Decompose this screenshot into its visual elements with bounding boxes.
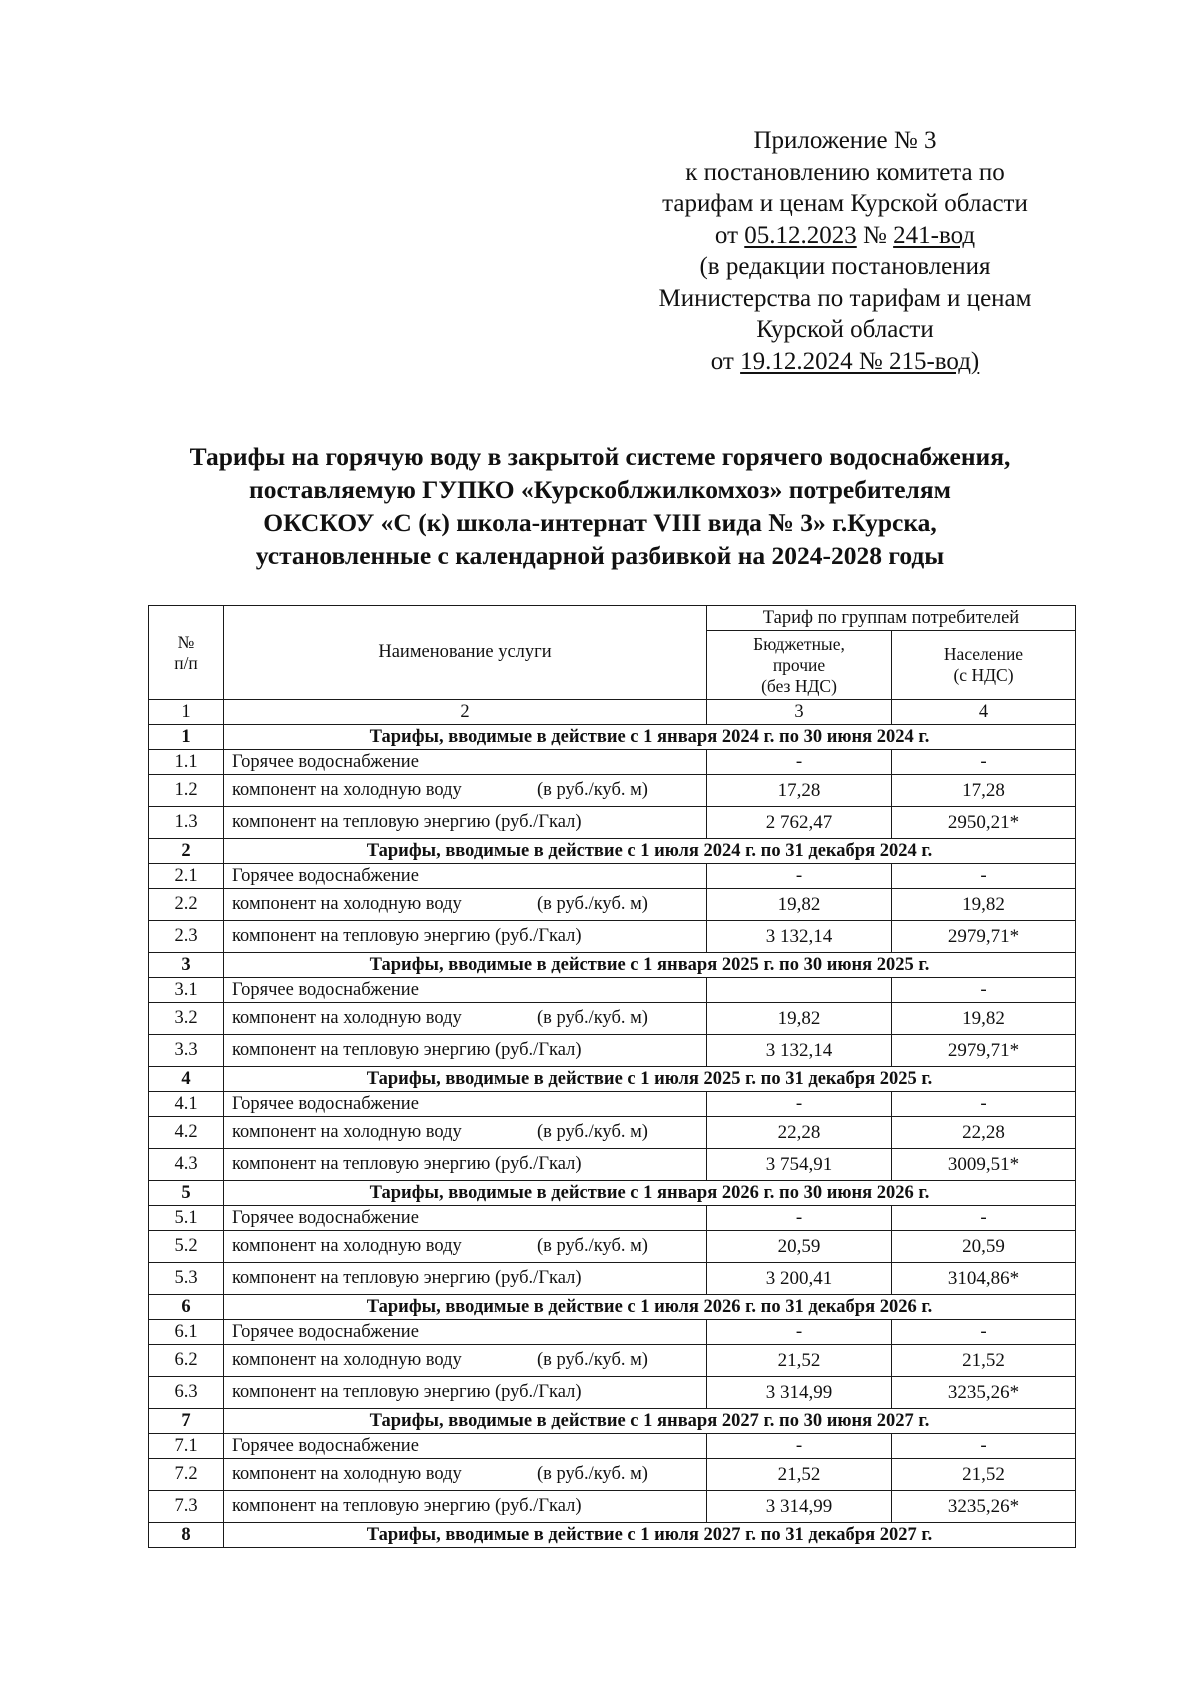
- table-row: [149, 921, 1076, 953]
- annex-amend-prefix: от: [710, 347, 741, 375]
- row-number: 1.3: [149, 807, 224, 839]
- section-title: Тарифы, вводимые в действие с 1 июля 2025 г. по 31 декабря 2025 г.: [224, 1067, 1076, 1092]
- service-name-wrap: [232, 1496, 698, 1517]
- service-name: компонент на холодную воду: [232, 894, 462, 914]
- row-number: 6.3: [149, 1377, 224, 1409]
- section-row: [149, 1181, 1076, 1206]
- row-number: 4.2: [149, 1117, 224, 1149]
- table-row: [149, 1149, 1076, 1181]
- annex-from-prefix: от: [714, 221, 745, 249]
- service-name-cell: [224, 1231, 707, 1263]
- service-name: Горячее водоснабжение: [232, 979, 419, 1000]
- service-name-cell: [224, 1149, 707, 1181]
- annex-line: Курской области: [756, 316, 934, 343]
- tariff-budget: -: [707, 1206, 892, 1231]
- tariff-budget: 3 132,14: [707, 1035, 892, 1067]
- service-name-cell: [224, 1117, 707, 1149]
- table-row: [149, 1003, 1076, 1035]
- row-number: 7.1: [149, 1434, 224, 1459]
- table-row: [149, 1206, 1076, 1231]
- annex-title: Приложение № 3: [753, 127, 937, 154]
- service-name-cell: [224, 1003, 707, 1035]
- tariff-population: -: [892, 1320, 1076, 1345]
- service-unit: (в руб./куб. м): [537, 1008, 648, 1028]
- tariff-budget: 3 314,99: [707, 1377, 892, 1409]
- row-number: 5.1: [149, 1206, 224, 1231]
- tariff-population: -: [892, 1206, 1076, 1231]
- tariff-population: 21,52: [892, 1459, 1076, 1491]
- table-row: [149, 1491, 1076, 1523]
- section-row: [149, 1409, 1076, 1434]
- tariff-budget: [707, 978, 892, 1003]
- service-name-cell: [224, 750, 707, 775]
- title-line: поставляемую ГУПКО «Курскоблжилкомхоз» потребителям: [249, 475, 951, 504]
- service-name-wrap: [232, 1094, 698, 1115]
- tariff-budget: 17,28: [707, 775, 892, 807]
- section-number: 3: [149, 953, 224, 978]
- service-name-cell: [224, 978, 707, 1003]
- service-name-wrap: [232, 1008, 698, 1029]
- service-name: компонент на тепловую энергию (руб./Гкал): [232, 1496, 582, 1516]
- header-num-3: 3: [707, 700, 892, 725]
- service-name-cell: [224, 1263, 707, 1295]
- table-row: [149, 1377, 1076, 1409]
- tariff-budget: 3 200,41: [707, 1263, 892, 1295]
- annex-date-line: [600, 220, 1090, 252]
- section-row: [149, 725, 1076, 750]
- table-row: [149, 864, 1076, 889]
- section-title: Тарифы, вводимые в действие с 1 июля 2027 г. по 31 декабря 2027 г.: [224, 1523, 1076, 1548]
- service-name: компонент на холодную воду: [232, 1236, 462, 1256]
- section-row: [149, 1523, 1076, 1548]
- service-name-cell: [224, 1206, 707, 1231]
- header-col-name: Наименование услуги: [224, 606, 707, 700]
- service-name-cell: [224, 1345, 707, 1377]
- service-name-wrap: [232, 1268, 698, 1289]
- section-row: [149, 1067, 1076, 1092]
- tariff-budget: 21,52: [707, 1459, 892, 1491]
- header-col-group: Тариф по группам потребителей: [707, 606, 1076, 631]
- tariff-budget: 22,28: [707, 1117, 892, 1149]
- table-row: [149, 1320, 1076, 1345]
- tariff-population: 3235,26*: [892, 1491, 1076, 1523]
- tariff-budget: 3 132,14: [707, 921, 892, 953]
- tariff-population: 19,82: [892, 889, 1076, 921]
- service-name: Горячее водоснабжение: [232, 751, 419, 772]
- row-number: 1.1: [149, 750, 224, 775]
- section-number: 8: [149, 1523, 224, 1548]
- row-number: 1.2: [149, 775, 224, 807]
- row-number: 6.1: [149, 1320, 224, 1345]
- service-name: компонент на тепловую энергию (руб./Гкал): [232, 1154, 582, 1174]
- tariff-budget: 2 762,47: [707, 807, 892, 839]
- section-number: 1: [149, 725, 224, 750]
- service-name-wrap: [232, 866, 698, 887]
- table-row: [149, 1035, 1076, 1067]
- table-row: [149, 889, 1076, 921]
- row-number: 2.2: [149, 889, 224, 921]
- service-name-cell: [224, 1092, 707, 1117]
- service-name: Горячее водоснабжение: [232, 1435, 419, 1456]
- section-row: [149, 953, 1076, 978]
- table-row: [149, 775, 1076, 807]
- row-number: 6.2: [149, 1345, 224, 1377]
- service-name: Горячее водоснабжение: [232, 865, 419, 886]
- tariff-budget: 3 314,99: [707, 1491, 892, 1523]
- service-name: компонент на тепловую энергию (руб./Гкал): [232, 1382, 582, 1402]
- title-line: ОКСКОУ «С (к) школа-интернат VIII вида № 3» г.Курска,: [263, 508, 937, 537]
- service-name-wrap: [232, 926, 698, 947]
- section-number: 6: [149, 1295, 224, 1320]
- section-title: Тарифы, вводимые в действие с 1 июля 2024 г. по 31 декабря 2024 г.: [224, 839, 1076, 864]
- header-num-2: 2: [224, 700, 707, 725]
- table-row: [149, 750, 1076, 775]
- header-num-1: 1: [149, 700, 224, 725]
- tariff-population: -: [892, 978, 1076, 1003]
- table-row: [149, 1434, 1076, 1459]
- tariff-population: -: [892, 750, 1076, 775]
- table-row: [149, 807, 1076, 839]
- tariff-population: 3104,86*: [892, 1263, 1076, 1295]
- row-number: 5.3: [149, 1263, 224, 1295]
- service-name-wrap: [232, 812, 698, 833]
- tariff-population: 2979,71*: [892, 921, 1076, 953]
- tariff-budget: -: [707, 1320, 892, 1345]
- service-name-wrap: [232, 1322, 698, 1343]
- service-name: компонент на холодную воду: [232, 1464, 462, 1484]
- tariff-budget: -: [707, 1092, 892, 1117]
- tariff-population: 3235,26*: [892, 1377, 1076, 1409]
- service-name: компонент на тепловую энергию (руб./Гкал): [232, 1040, 582, 1060]
- tariff-population: 3009,51*: [892, 1149, 1076, 1181]
- section-title: Тарифы, вводимые в действие с 1 января 2025 г. по 30 июня 2025 г.: [224, 953, 1076, 978]
- service-unit: (в руб./куб. м): [537, 1236, 648, 1256]
- annex-amend-line: [600, 346, 1090, 378]
- section-title: Тарифы, вводимые в действие с 1 января 2024 г. по 30 июня 2024 г.: [224, 725, 1076, 750]
- service-name-wrap: [232, 752, 698, 773]
- row-number: 7.2: [149, 1459, 224, 1491]
- service-name-wrap: [232, 1122, 698, 1143]
- service-name-wrap: [232, 894, 698, 915]
- service-name: компонент на тепловую энергию (руб./Гкал): [232, 926, 582, 946]
- annex-header: [600, 125, 1090, 377]
- service-name-cell: [224, 864, 707, 889]
- service-name-wrap: [232, 1350, 698, 1371]
- table-row: [149, 1459, 1076, 1491]
- tariff-population: 2950,21*: [892, 807, 1076, 839]
- row-number: 3.1: [149, 978, 224, 1003]
- service-unit: (в руб./куб. м): [537, 1122, 648, 1142]
- row-number: 7.3: [149, 1491, 224, 1523]
- service-name: компонент на холодную воду: [232, 780, 462, 800]
- header-col-population: Население (с НДС): [892, 631, 1076, 700]
- service-name-cell: [224, 1459, 707, 1491]
- section-number: 7: [149, 1409, 224, 1434]
- tariff-population: 21,52: [892, 1345, 1076, 1377]
- row-number: 3.2: [149, 1003, 224, 1035]
- service-name: компонент на холодную воду: [232, 1008, 462, 1028]
- table-row: [149, 978, 1076, 1003]
- row-number: 3.3: [149, 1035, 224, 1067]
- tariff-population: -: [892, 1092, 1076, 1117]
- tariff-budget: -: [707, 1434, 892, 1459]
- table-row: [149, 1263, 1076, 1295]
- service-unit: (в руб./куб. м): [537, 1464, 648, 1484]
- annex-line: Министерства по тарифам и ценам: [658, 284, 1032, 312]
- tariff-budget: -: [707, 864, 892, 889]
- service-unit: (в руб./куб. м): [537, 780, 648, 800]
- title-line: установленные с календарной разбивкой на 2024-2028 годы: [255, 541, 945, 570]
- service-name-cell: [224, 921, 707, 953]
- tariff-budget: 19,82: [707, 1003, 892, 1035]
- section-title: Тарифы, вводимые в действие с 1 января 2027 г. по 30 июня 2027 г.: [224, 1409, 1076, 1434]
- row-number: 4.3: [149, 1149, 224, 1181]
- section-number: 5: [149, 1181, 224, 1206]
- service-name-cell: [224, 1434, 707, 1459]
- annex-line: к постановлению комитета по: [685, 158, 1005, 186]
- tariff-budget: 20,59: [707, 1231, 892, 1263]
- row-number: 2.3: [149, 921, 224, 953]
- section-row: [149, 1295, 1076, 1320]
- service-name-wrap: [232, 1436, 698, 1457]
- section-title: Тарифы, вводимые в действие с 1 июля 2026 г. по 31 декабря 2026 г.: [224, 1295, 1076, 1320]
- service-name: компонент на холодную воду: [232, 1122, 462, 1142]
- header-col-num: № п/п: [149, 606, 224, 700]
- tariff-table: [148, 605, 1076, 1548]
- service-name-cell: [224, 1491, 707, 1523]
- service-name: компонент на холодную воду: [232, 1350, 462, 1370]
- service-name-cell: [224, 1320, 707, 1345]
- tariff-budget: 19,82: [707, 889, 892, 921]
- service-name-wrap: [232, 1236, 698, 1257]
- tariff-population: -: [892, 864, 1076, 889]
- service-name-cell: [224, 1035, 707, 1067]
- section-number: 4: [149, 1067, 224, 1092]
- service-unit: (в руб./куб. м): [537, 894, 648, 914]
- tariff-budget: -: [707, 750, 892, 775]
- section-title: Тарифы, вводимые в действие с 1 января 2026 г. по 30 июня 2026 г.: [224, 1181, 1076, 1206]
- service-name-wrap: [232, 1154, 698, 1175]
- service-name-cell: [224, 1377, 707, 1409]
- table-row: [149, 1345, 1076, 1377]
- tariff-population: 2979,71*: [892, 1035, 1076, 1067]
- service-name-wrap: [232, 1208, 698, 1229]
- header-col-budget: Бюджетные, прочие (без НДС): [707, 631, 892, 700]
- table-row: [149, 1117, 1076, 1149]
- section-row: [149, 839, 1076, 864]
- annex-number-prefix: №: [856, 221, 894, 249]
- table-row: [149, 1231, 1076, 1263]
- tariff-budget: 3 754,91: [707, 1149, 892, 1181]
- service-name: Горячее водоснабжение: [232, 1321, 419, 1342]
- section-number: 2: [149, 839, 224, 864]
- service-name-cell: [224, 889, 707, 921]
- service-name-wrap: [232, 1040, 698, 1061]
- service-name-cell: [224, 775, 707, 807]
- service-name-wrap: [232, 1464, 698, 1485]
- tariff-population: 17,28: [892, 775, 1076, 807]
- service-name: Горячее водоснабжение: [232, 1207, 419, 1228]
- tariff-budget: 21,52: [707, 1345, 892, 1377]
- tariff-population: 22,28: [892, 1117, 1076, 1149]
- header-num-4: 4: [892, 700, 1076, 725]
- service-name: компонент на тепловую энергию (руб./Гкал): [232, 812, 582, 832]
- annex-date: 05.12.2023: [744, 221, 857, 249]
- row-number: 2.1: [149, 864, 224, 889]
- annex-amend-date-number: 19.12.2024 № 215-вод): [740, 347, 980, 375]
- tariff-population: 19,82: [892, 1003, 1076, 1035]
- annex-line: тарифам и ценам Курской области: [662, 190, 1028, 217]
- row-number: 5.2: [149, 1231, 224, 1263]
- annex-number: 241-вод: [893, 221, 976, 249]
- service-name-wrap: [232, 780, 698, 801]
- service-name: компонент на тепловую энергию (руб./Гкал): [232, 1268, 582, 1288]
- tariff-population: 20,59: [892, 1231, 1076, 1263]
- service-name-cell: [224, 807, 707, 839]
- service-name: Горячее водоснабжение: [232, 1093, 419, 1114]
- annex-line: (в редакции постановления: [699, 253, 991, 280]
- service-name-wrap: [232, 980, 698, 1001]
- service-name-wrap: [232, 1382, 698, 1403]
- service-unit: (в руб./куб. м): [537, 1350, 648, 1370]
- title-line: Тарифы на горячую воду в закрытой системе горячего водоснабжения,: [189, 442, 1011, 471]
- table-row: [149, 1092, 1076, 1117]
- tariff-population: -: [892, 1434, 1076, 1459]
- row-number: 4.1: [149, 1092, 224, 1117]
- document-title: [120, 440, 1080, 572]
